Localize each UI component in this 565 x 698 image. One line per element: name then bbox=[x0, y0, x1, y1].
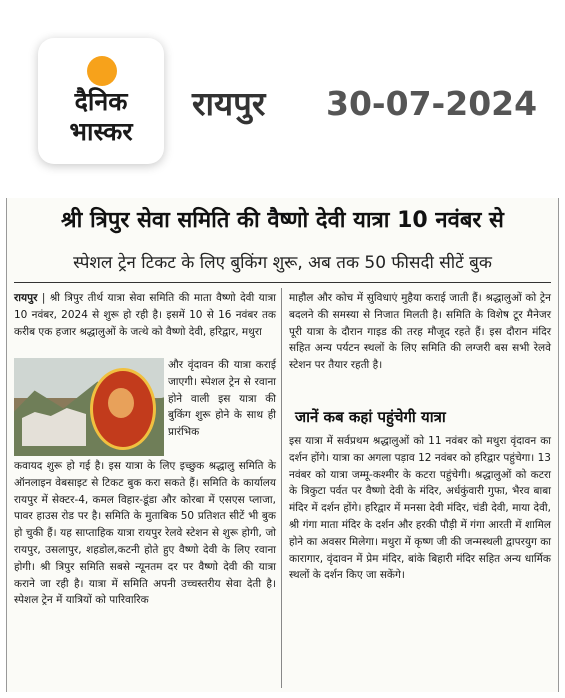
article-subhead: जानें कब कहां पहुंचेगी यात्रा bbox=[295, 408, 446, 426]
article-paragraph-itinerary: इस यात्रा में सर्वप्रथम श्रद्धालुओं को 11 नवंबर को मथुरा वृंदावन का दर्शन होंगे। यात्रा का अगला पड़ाव 12 नवंबर को हरिद्वार पहुंचेगा। 13 नवंबर को यात्रा जम्मू-कश्मीर के कटरा पहुंचेगी। श्रद्धालुओं को कटरा के त्रिकुटा पर्वत पर वैष्णो देवी के मंदिर, अर्धकुंवारी गुफा, भैरव बाबा मंदिर में दर्शन होंगे। हरिद्वार में मनसा देवी मंदिर, चंडी देवी, माया देवी, श्री गंगा माता मंदिर के दर्शन और हरकी पौड़ी में गंगा आरती में शामिल होने का अवसर मिलेगा। मथुरा में कृष्ण जी की जन्मस्थली द्वापरयुग का कारागार, वृंदावन में प्रेम मंदिर, बांके बिहारी मंदिर सहित अन्य धार्मिक स्थलों के दर्शन किए जा सकेंगे। bbox=[289, 435, 551, 582]
dateline: रायपुर bbox=[14, 292, 38, 304]
column-divider bbox=[281, 288, 282, 688]
news-clipping bbox=[6, 198, 559, 692]
headline-divider bbox=[14, 282, 551, 283]
article-paragraph-wrap: और वृंदावन की यात्रा कराई जाएगी। स्पेशल ट्रेन से रवाना होने वाली इस यात्रा की बुकिंग शुरू होने के साथ ही प्रारंभिक bbox=[168, 359, 276, 439]
article-subheadline: स्पेशल ट्रेन टिकट के लिए बुकिंग शुरू, अब तक 50 फीसदी सीटें बुक bbox=[73, 253, 492, 273]
intro-text: | श्री त्रिपुर तीर्थ यात्रा सेवा समिति की माता वैष्णो देवी यात्रा 10 नवंबर, 2024 से शुरू हो रही है। इसमें 10 से 16 नवंबर तक करीब एक हजार श्रद्धालुओं के जत्थे को वैष्णो देवी, हरिद्वार, मथुरा bbox=[14, 292, 276, 338]
logo-word-line1: दैनिक bbox=[74, 87, 128, 116]
newspaper-logo bbox=[38, 38, 164, 164]
article-paragraph-body: कवायद शुरू हो गई है। इस यात्रा के लिए इच्छुक श्रद्धालु समिति के ऑनलाइन वेबसाइट से टिकट बुक करा सकते हैं। समिति के कार्यालय रायपुर में सेक्टर-4, कमल विहार-डूंडा और कोरबा में एसएस प्लाजा, पावर हाउस रोड पर है। समिति के मुताबिक 50 प्रतिशत सीटें भी बुक हो चुकी हैं। यह साप्ताहिक यात्रा रायपुर रेलवे स्टेशन से शुरू होगी, जो रायपुर, उसलापुर, शहडोल,कटनी होते हुए वैष्णो देवी के लिए रवाना होगी। श्री त्रिपुर समिति सबसे न्यूनतम दर पर वैष्णो देवी की यात्रा कराने जा रही है। यात्रा में समिति अपनी उच्चस्तरीय सेवा देती है। स्पेशल ट्रेन में यात्रियों को पारिवारिक bbox=[14, 460, 276, 607]
photo-deity-face bbox=[108, 388, 134, 418]
edition-city: रायपुर bbox=[192, 84, 266, 123]
logo-word-line2: भास्कर bbox=[69, 117, 133, 146]
edition-date: 30-07-2024 bbox=[326, 84, 538, 123]
article-paragraph-services: माहौल और कोच में सुविधाएं मुहैया कराई जाती हैं। श्रद्धालुओं को ट्रेन बदलने की समस्या से निजात मिलती है। समिति के विशेष टूर मैनेजर पूरी यात्रा के दौरान गाइड की तरह मौजूद रहते हैं। इस दौरान मंदिर सहित अन्य पर्यटन स्थलों के लिए समिति की लग्जरी बस सभी रेलवे स्टेशन पर तैयार रहती है। bbox=[289, 292, 551, 372]
page-header bbox=[0, 0, 565, 185]
article-paragraph-intro bbox=[14, 290, 276, 340]
article-headline: श्री त्रिपुर सेवा समिति की वैष्णो देवी यात्रा 10 नवंबर से bbox=[61, 208, 504, 233]
article-photo bbox=[14, 358, 164, 456]
sun-icon bbox=[87, 56, 117, 86]
